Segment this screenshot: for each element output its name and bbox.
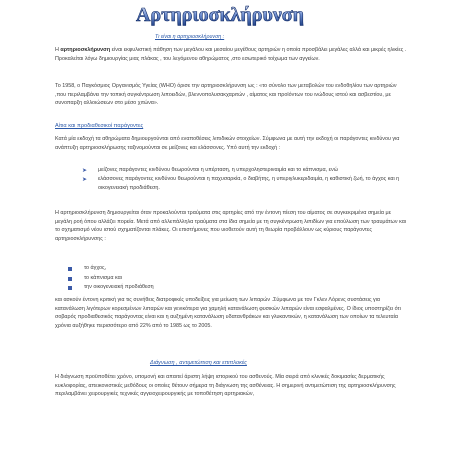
p1-rest: είναι εκφυλιστική πάθηση των μεγάλου και μεσαίου μεγέθους αρτηριών η οποία προσβάλει μεγάλες αλλά και μικρές ηλικίες . Προκαλείται λόγω δημιουργίας μιας πλάκας , του λεγόμενου αθηρώματος ,στο εσωτερικό τοίχωμα των αγγείων. [55,47,407,62]
p2-rest: ως : «το σύνολο των μεταβολών του ενδοθηλίου των αρτηριών ,που περιλαμβάνει την τοπική συγκέντρωση λιποειδών, βλεννοπολυσακχαριτών , αίματος και προϊόντων του ινώδους ιστού και ασβεστίου, με συνοπαρξη αλλοιώσεων στο μέσο χιτώνα». [55,83,397,107]
bullet-item [68,274,268,284]
paragraph-4: Η αρτηριοσκλήρυνση δημιουργείται όταν προκαλούνται τραύματα στις αρτηρίες από την έντονη πίεση του αίματος σε συγκεκριμένα σημεία με μεγάλη ροή όπου αλλάζει πορεία. Μετά από αλλεπάλληλα τραύματα στα ίδια σημεία με τη συγκέντρωση λιπιδίων για επούλωση των τραυμάτων και το σχηματισμό νέου ιστού σχηματίζονται πλάκες. Οι επιστήμονες που υιοθετούν αυτή τη θεωρία προβάλλουν ως κύριους παράγοντες αρτηριοσκλήρυνσης : [55,210,407,242]
bullet-item [80,166,410,175]
square-bullet-icon [68,277,72,281]
bullet-list-1 [80,166,410,192]
p2-pre: Το 1958, ο Παγκόσμιος Οργανισμός Υγείας (WHO) όρισε την [55,83,202,89]
arrow-bullet-icon: ➤ [82,176,88,183]
p1-pre: Η [55,47,61,53]
bullet-item [68,283,268,293]
paragraph-1 [55,46,407,63]
bullet-item [68,264,268,274]
p2-lead: αρτηριοσκλήρυνση [201,83,247,89]
bullet-text: μείζονες παράγοντες κινδύνου θεωρούνται η υπέρταση, η υπερχοληστεριναιμία και το κάπνισμα, ενώ [98,167,338,173]
paragraph-5: και ασκούν έντονη κριτική για τις συνήθεις διατροφικές υποδείξεις για μείωση των λιπαρών .Σύμφωνα με τον Γκλεν Λόρενς συστάσεις για κατανάλωση λιγότερων κορεσμένων λιπαρών και γενικότερα για χαμηλή κατανάλωση φυσικών λιπαρών είναι εσφαλμένες. Ο ίδιος υποστηρίζει ότι σοβαρός προδιαθεσικός παράγοντας είναι και η αυξημένη κατανάλωση υδατανθράκων και γλυκαντικών, η κατανάλωση των οποίων τα τελευταία χρόνια αυξήθηκε περισσότερο από 22% από το 1985 ως το 2005. [55,297,401,329]
paragraph-3: Κατά μία εκδοχή τα αθηρώματα δημιουργούνται από εναποθέσεις λιπιδικών στοιχείων. Σύμφωνα με αυτή την εκδοχή οι παράγοντες κινδύνου για ανάπτυξη αρτηριοσκλήρωσης ταξινομούνται σε μείζονες και ελάσσονες. Υπό αυτή την εκδοχή : [55,136,400,151]
bullet-list-2 [68,264,268,293]
title-text: Αρτηριοσκλήρυνση [135,4,305,26]
bullet-text: την οικογενειακή προδιάθεση [84,284,154,290]
heading-diagnosis: Διάγνωση , αντιμετώπιση και επιπλοκές [150,360,247,366]
paragraph-6: Η διάγνωση προϋποθέτει χρόνο, υπομονή και απαιτεί άριστη λήψη ιστορικού του ασθενούς. Μία σειρά από κλινικές δοκιμασίες δερματικής κυκλοφορίας, απεικονιστικές μεθόδους οι οποίες θέτουν σήμερα τη διάγνωση της ασθένειας. Η σημερινή αντιμετώπιση της αρτηριοσκλήρυνσης περιλαμβάνει χειρουργικές τεχνικές αγγειοχειρουργικής με τοποθέτηση αρτηριακών, [55,374,396,398]
p1-lead: αρτηριοσκλήρυνση [60,47,111,53]
subtitle: Τι είναι η αρτηριοσκλήρυνση : [155,34,225,40]
wordart-title [130,2,310,26]
bullet-text: το κάπνισμα και [84,274,122,281]
title-graphic [130,2,310,26]
paragraph-2 [55,82,407,108]
square-bullet-icon [68,267,72,271]
heading-causes: Αίτια και προδιαθεσικοί παράγοντες [55,123,144,129]
bullet-item [80,175,410,193]
arrow-bullet-icon: ➤ [82,168,88,174]
bullet-text: ελάσσονες παράγοντες κινδύνου θεωρούνται η παχυσαρκία, ο διαβήτης, η υπεριγλυκεριδαιμία, η καθιστική ζωή, το άγχος και η οικογενειακή προδιάθεση. [98,175,400,191]
square-bullet-icon [68,286,72,290]
bullet-text: το άγχος, [84,265,107,271]
